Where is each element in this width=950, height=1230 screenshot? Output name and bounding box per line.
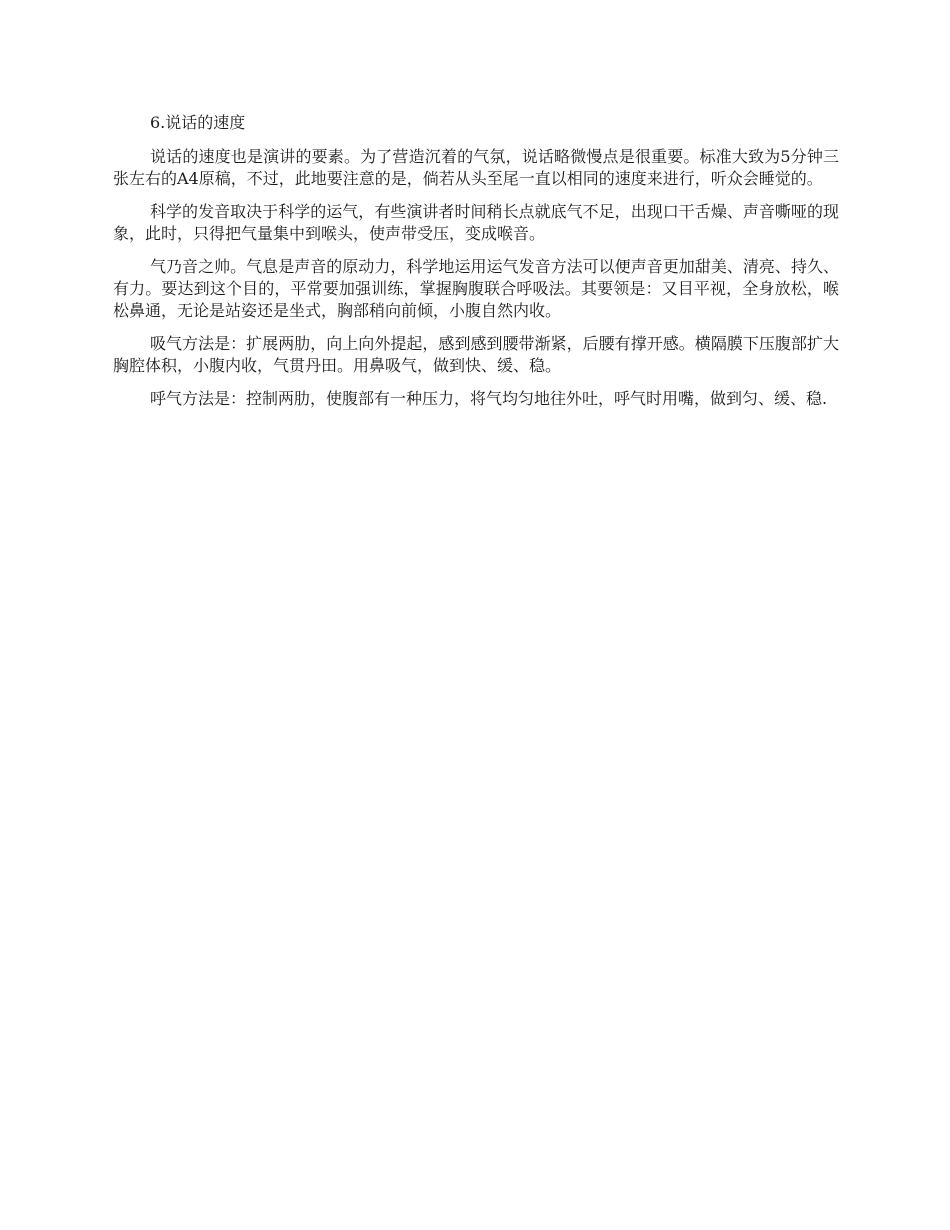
paragraph-inhale-method: 吸气方法是：扩展两肋，向上向外提起，感到感到腰带渐紧，后腰有撑开感。横隔膜下压腹部扩大胸腔体积，小腹内收，气贯丹田。用鼻吸气，做到快、缓、稳。: [113, 334, 839, 375]
section-heading: 6.说话的速度: [150, 113, 246, 132]
document-body: [113, 112, 839, 421]
paragraph-exhale-method: 呼气方法是：控制两肋，使腹部有一种压力，将气均匀地往外吐，呼气时用嘴，做到匀、缓、稳.: [150, 389, 828, 408]
paragraph-pronunciation: 科学的发音取决于科学的运气，有些演讲者时间稍长点就底气不足，出现口干舌燥、声音嘶哑的现象，此时，只得把气量集中到喉头，使声带受压，变成喉音。: [113, 202, 839, 243]
paragraph-breath: 气乃音之帅。气息是声音的原动力，科学地运用运气发音方法可以便声音更加甜美、清亮、持久、有力。要达到这个目的，平常要加强训练，掌握胸腹联合呼吸法。其要领是：又目平视，全身放松，喉松鼻通，无论是站姿还是坐式，胸部稍向前倾，小腹自然内收。: [113, 257, 839, 320]
paragraph-speech-speed: 说话的速度也是演讲的要素。为了营造沉着的气氛，说话略微慢点是很重要。标准大致为5分钟三张左右的A4原稿，不过，此地要注意的是，倘若从头至尾一直以相同的速度来进行，听众会睡觉的。: [113, 147, 839, 188]
